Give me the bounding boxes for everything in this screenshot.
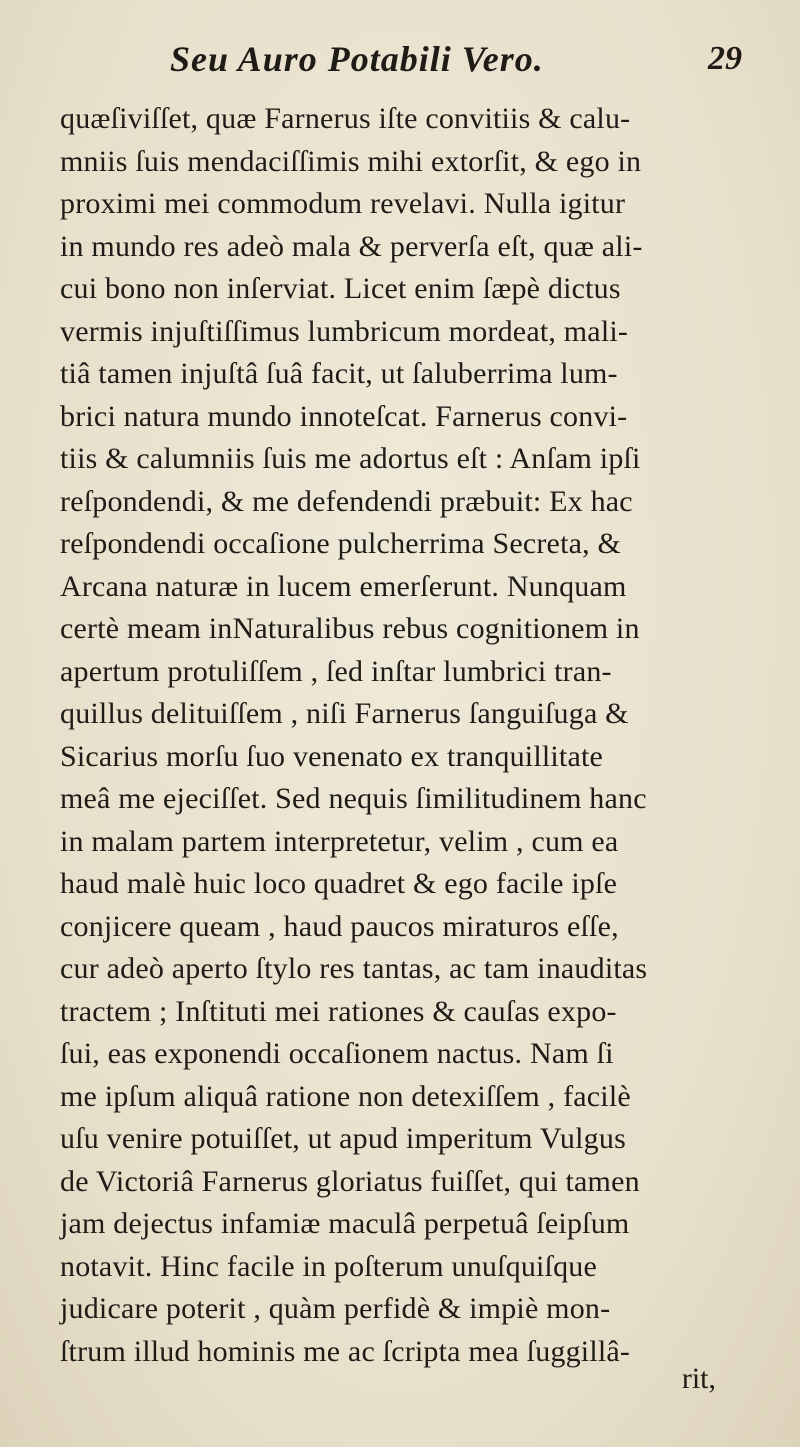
text-line: Sicarius morſu ſuo venenato ex tranquillitate [60, 739, 604, 773]
text-line: me ipſum aliquâ ratione non detexiſſem , facilè [60, 1079, 631, 1113]
text-line: proximi mei commodum revelavi. Nulla igitur [60, 187, 626, 220]
text-line: meâ me ejeciſſet. Sed nequis ſimilitudinem hanc [60, 782, 647, 815]
body-text [60, 98, 780, 1373]
text-line: certè meam inNaturalibus rebus cognitionem in [60, 612, 640, 645]
text-line: haud malè huic loco quadret & ego facile ipſe [60, 867, 618, 900]
text-line: mniis ſuis mendaciſſimis mihi extorſit, & ego in [60, 144, 642, 178]
text-line: ſtrum illud hominis me ac ſcripta mea ſuggillâ- [60, 1334, 631, 1368]
text-line: tiâ tamen injuſtâ ſuâ facit, ut ſaluberrima lum- [60, 357, 618, 390]
text-line: uſu venire potuiſſet, ut apud imperitum Vulgus [60, 1122, 626, 1155]
text-line: in mundo res adeò mala & perverſa eſt, quæ ali- [60, 229, 643, 263]
text-line: quæſiviſſet, quæ Farnerus iſte convitiis & calu- [60, 102, 631, 135]
text-line: de Victoriâ Farnerus gloriatus fuiſſet, qui tamen [60, 1164, 640, 1198]
text-line: Arcana naturæ in lucem emerſerunt. Nunquam [60, 569, 627, 603]
text-line: tractem ; Inſtituti mei rationes & cauſas expo- [60, 994, 617, 1028]
text-line: cur adeò aperto ſtylo res tantas, ac tam inauditas [60, 952, 648, 985]
catchword: rit, [681, 1362, 716, 1395]
text-line: notavit. Hinc facile in poſterum unuſquiſque [60, 1249, 598, 1283]
text-line: judicare poterit , quàm perfidè & impiè mon- [60, 1292, 611, 1325]
text-line: brici natura mundo innoteſcat. Farnerus convi- [60, 399, 628, 433]
text-line: reſpondendi occaſione pulcherrima Secreta, & [60, 527, 622, 560]
text-line: quillus delituiſſem , niſi Farnerus ſanguiſuga & [60, 697, 629, 730]
text-line: tiis & calumniis ſuis me adortus eſt : Anſam ipſi [60, 442, 641, 475]
page-header [170, 38, 770, 98]
text-line: conjicere queam , haud paucos miraturos eſſe, [60, 909, 619, 943]
running-head: Seu Auro Potabili Vero. [170, 39, 544, 79]
text-line: ſui, eas exponendi occaſionem nactus. Nam ſi [60, 1037, 614, 1070]
text-line: jam dejectus infamiæ maculâ perpetuâ ſeipſum [60, 1207, 630, 1240]
text-line: vermis injuſtiſſimus lumbricum mordeat, mali- [60, 314, 629, 348]
text-line: cui bono non inſerviat. Licet enim ſæpè dictus [60, 272, 621, 305]
text-line: in malam partem interpretetur, velim , cum ea [60, 824, 619, 858]
text-line: apertum protuliſſem , ſed inſtar lumbrici tran- [60, 654, 612, 688]
page-number: 29 [708, 40, 742, 77]
text-line: reſpondendi, & me defendendi præbuit: Ex hac [60, 484, 633, 518]
